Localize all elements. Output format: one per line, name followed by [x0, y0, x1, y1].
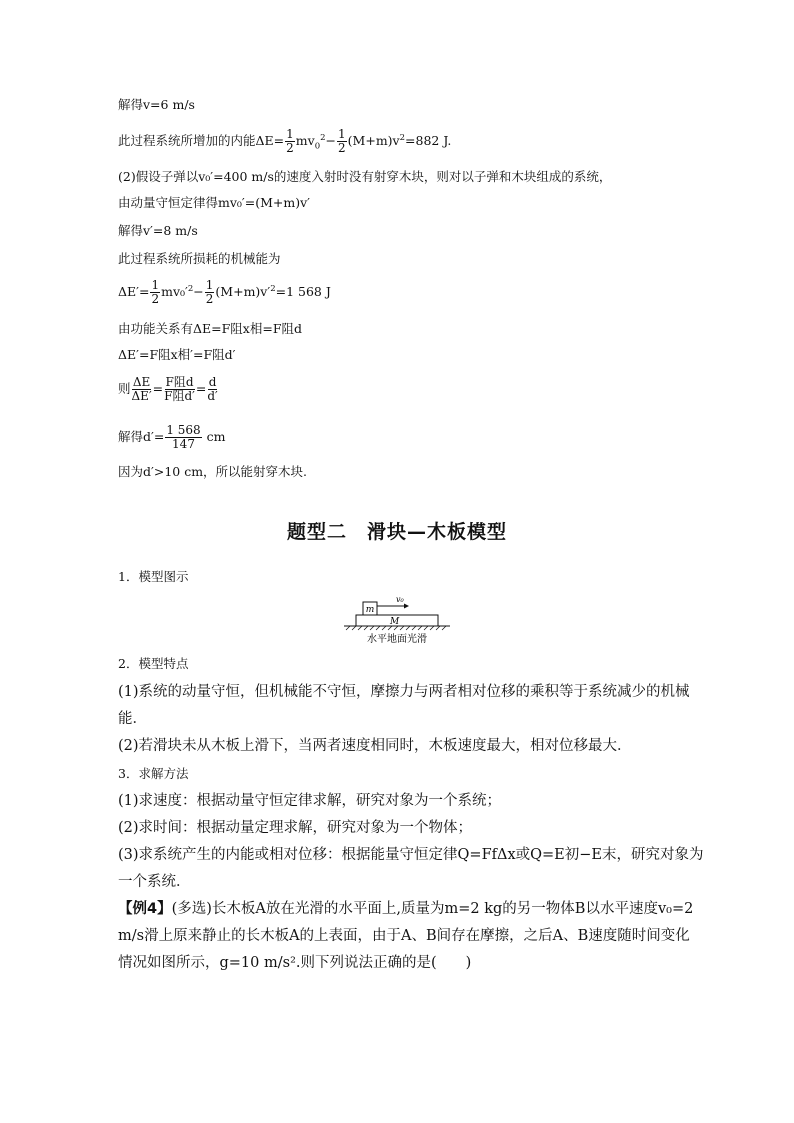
- fraction: $\frac{1}{2}$: [205, 278, 214, 306]
- method-line: (3)求系统产生的内能或相对位移：根据能量守恒定律Q=FfΔx或Q=E初−E末，研究对象为: [118, 847, 704, 863]
- block-m-label: m: [365, 605, 375, 615]
- solution-line: 由功能关系有ΔE=F阻x相=F阻d: [118, 321, 302, 336]
- method-line: 一个系统．: [118, 874, 191, 890]
- example-line: 情况如图所示，g=10 m/s².则下列说法正确的是( ): [118, 955, 472, 971]
- arrow-head-icon: [404, 604, 409, 609]
- fraction: $\frac{1}{2}$: [338, 127, 346, 155]
- paragraph-line: 能．: [118, 711, 147, 727]
- solution-line: ΔE′= $\frac{1}{2}$ $mv_0'^2-$ $\frac{1}{2}$ $(M+m)v'^2=1$ 568 J: [118, 278, 331, 306]
- solution-line: 则 $\frac{\Delta E}{\Delta E'}$ = $\frac{\text{F阻d}}{\text{F阻d′}}$ = $\frac{d}{d'}$: [118, 375, 218, 403]
- solution-line: ΔE′=F阻x相′=F阻d′: [118, 347, 236, 362]
- method-line: (1)求速度：根据动量守恒定律求解，研究对象为一个系统；: [118, 793, 502, 809]
- paragraph-line: (1)系统的动量守恒，但机械能不守恒，摩擦力与两者相对位移的乘积等于系统减少的机械: [118, 684, 690, 700]
- fraction: $\frac{1}{2}$: [151, 278, 160, 306]
- ground-caption: 水平地面光滑: [367, 634, 427, 645]
- fraction: $\frac{d}{d'}$: [207, 375, 218, 403]
- subsection-heading: 3．求解方法: [118, 766, 189, 781]
- solution-line: 因为d′>10 cm，所以能射穿木块.: [118, 464, 308, 479]
- board-M-label: M: [390, 617, 400, 627]
- fraction: $\frac{\Delta E}{\Delta E'}$: [131, 375, 152, 403]
- solution-line: 解得v′=8 m/s: [118, 223, 198, 238]
- fraction: $\frac{\text{F阻d}}{\text{F阻d′}}$: [164, 375, 195, 403]
- subsection-heading: 2．模型特点: [118, 656, 189, 671]
- solution-line: 此过程系统所增加的内能ΔE= $\frac{1}{2}$ $mv_0^2-$ $\frac{1}{2}$ $(M+m)v^2=882$ J.: [118, 127, 452, 155]
- solution-line: 由动量守恒定律得mv₀′=(M+m)v′: [118, 195, 311, 210]
- solution-line: 此过程系统所损耗的机械能为: [118, 251, 281, 266]
- fraction: $\frac{1 568}{147}$: [166, 423, 201, 451]
- solution-line: (2)假设子弹以v₀′=400 m/s的速度入射时没有射穿木块，则对以子弹和木块组成的系统，: [118, 169, 612, 184]
- slider-board-figure: [342, 594, 452, 650]
- section-title: 题型二 滑块—木板模型: [286, 521, 507, 543]
- example-tag: 【例4】: [118, 901, 172, 917]
- paragraph-line: (2)若滑块未从木板上滑下，当两者速度相同时，木板速度最大，相对位移最大．: [118, 738, 632, 754]
- velocity-label: v₀: [396, 595, 404, 604]
- example-line: m/s滑上原来静止的长木板A的上表面，由于A、B间存在摩擦，之后A、B速度随时间变化: [118, 928, 690, 944]
- subsection-heading: 1．模型图示: [118, 569, 189, 584]
- method-line: (2)求时间：根据动量定理求解，研究对象为一个物体；: [118, 820, 473, 836]
- example-line: 【例4】(多选)长木板A放在光滑的水平面上,质量为m=2 kg的另一物体B以水平速度v₀=2: [118, 901, 694, 917]
- solution-line: 解得d′= $\frac{1 568}{147}$ cm: [118, 423, 226, 451]
- fraction: $\frac{1}{2}$: [286, 127, 294, 155]
- solution-line: 解得v=6 m/s: [118, 97, 195, 112]
